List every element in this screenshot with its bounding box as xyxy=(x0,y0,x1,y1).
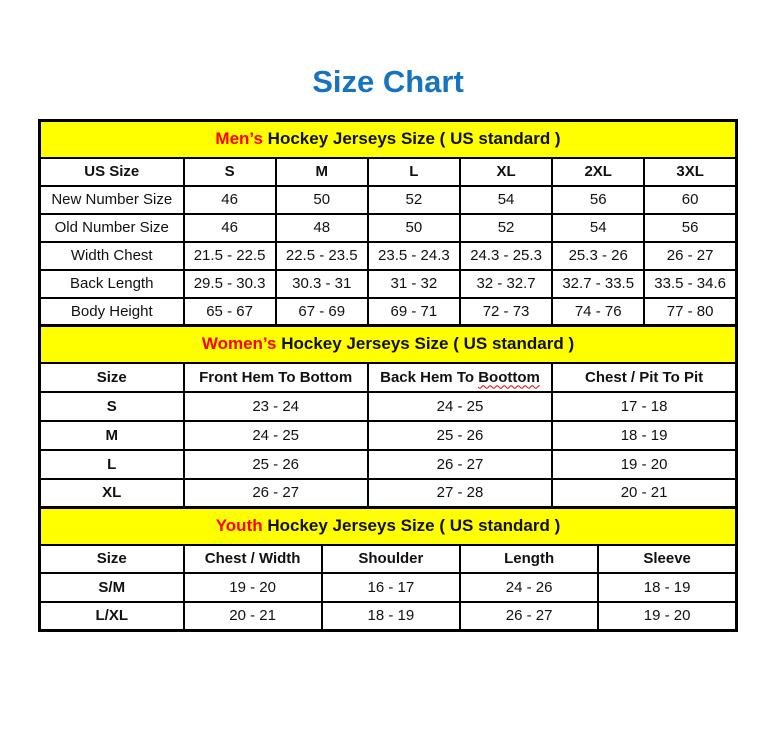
row-label: S/M xyxy=(40,573,184,602)
cell: 50 xyxy=(368,214,460,242)
cell: 29.5 - 30.3 xyxy=(184,270,276,298)
row-label: XL xyxy=(40,479,184,508)
column-header: L xyxy=(368,158,460,186)
column-header: US Size xyxy=(40,158,184,186)
column-header: XL xyxy=(460,158,552,186)
youth-section-band xyxy=(40,508,737,545)
cell: 21.5 - 22.5 xyxy=(184,242,276,270)
cell: 56 xyxy=(552,186,644,214)
cell: 30.3 - 31 xyxy=(276,270,368,298)
table-row xyxy=(40,214,737,242)
column-header xyxy=(368,363,552,392)
table-row xyxy=(40,186,737,214)
youth-band-title xyxy=(40,508,737,545)
cell: 54 xyxy=(552,214,644,242)
cell: 33.5 - 34.6 xyxy=(644,270,736,298)
row-label: S xyxy=(40,392,184,421)
mens-size-table xyxy=(38,119,738,327)
size-chart xyxy=(38,119,738,632)
cell: 26 - 27 xyxy=(644,242,736,270)
column-header: Chest / Width xyxy=(184,545,322,573)
row-label: Back Length xyxy=(40,270,184,298)
misspelled-word: Boottom xyxy=(478,368,540,386)
column-header: Chest / Pit To Pit xyxy=(552,363,736,392)
table-row xyxy=(40,298,737,326)
cell: 77 - 80 xyxy=(644,298,736,326)
womens-header-row xyxy=(40,363,737,392)
table-row xyxy=(40,392,737,421)
mens-section-band xyxy=(40,121,737,158)
cell: 74 - 76 xyxy=(552,298,644,326)
column-header: Length xyxy=(460,545,598,573)
womens-section-band xyxy=(40,326,737,363)
cell: 48 xyxy=(276,214,368,242)
cell: 25.3 - 26 xyxy=(552,242,644,270)
cell: 56 xyxy=(644,214,736,242)
row-label: L/XL xyxy=(40,602,184,631)
cell: 24.3 - 25.3 xyxy=(460,242,552,270)
column-header: 3XL xyxy=(644,158,736,186)
row-label: New Number Size xyxy=(40,186,184,214)
youth-header-row xyxy=(40,545,737,573)
womens-band-highlight: Women’s xyxy=(201,334,277,354)
cell: 18 - 19 xyxy=(322,602,460,631)
youth-band-highlight: Youth xyxy=(215,516,263,536)
cell: 46 xyxy=(184,214,276,242)
cell: 54 xyxy=(460,186,552,214)
womens-size-table xyxy=(38,324,738,509)
column-header: Front Hem To Bottom xyxy=(184,363,368,392)
cell: 24 - 26 xyxy=(460,573,598,602)
row-label: Old Number Size xyxy=(40,214,184,242)
cell: 31 - 32 xyxy=(368,270,460,298)
womens-band-title xyxy=(40,326,737,363)
table-row xyxy=(40,602,737,631)
cell: 27 - 28 xyxy=(368,479,552,508)
cell: 65 - 67 xyxy=(184,298,276,326)
table-row xyxy=(40,479,737,508)
cell: 16 - 17 xyxy=(322,573,460,602)
column-header: 2XL xyxy=(552,158,644,186)
cell: 52 xyxy=(368,186,460,214)
cell: 26 - 27 xyxy=(184,479,368,508)
cell: 60 xyxy=(644,186,736,214)
cell: 24 - 25 xyxy=(368,392,552,421)
cell: 19 - 20 xyxy=(598,602,736,631)
cell: 18 - 19 xyxy=(552,421,736,450)
column-header: Size xyxy=(40,545,184,573)
column-header: Size xyxy=(40,363,184,392)
table-row xyxy=(40,573,737,602)
table-row xyxy=(40,270,737,298)
cell: 24 - 25 xyxy=(184,421,368,450)
cell: 50 xyxy=(276,186,368,214)
cell: 19 - 20 xyxy=(552,450,736,479)
cell: 32 - 32.7 xyxy=(460,270,552,298)
cell: 32.7 - 33.5 xyxy=(552,270,644,298)
row-label: L xyxy=(40,450,184,479)
cell: 52 xyxy=(460,214,552,242)
womens-band-rest: Hockey Jerseys Size ( US standard ) xyxy=(276,334,575,354)
youth-band-rest: Hockey Jerseys Size ( US standard ) xyxy=(262,516,561,536)
cell: 23 - 24 xyxy=(184,392,368,421)
page-title: Size Chart xyxy=(312,64,464,99)
cell: 20 - 21 xyxy=(552,479,736,508)
column-header: M xyxy=(276,158,368,186)
cell: 26 - 27 xyxy=(368,450,552,479)
cell: 26 - 27 xyxy=(460,602,598,631)
table-row xyxy=(40,421,737,450)
cell: 20 - 21 xyxy=(184,602,322,631)
youth-size-table xyxy=(38,506,738,632)
mens-band-highlight: Men’s xyxy=(215,129,263,149)
cell: 19 - 20 xyxy=(184,573,322,602)
row-label: Width Chest xyxy=(40,242,184,270)
table-row xyxy=(40,242,737,270)
column-header: Shoulder xyxy=(322,545,460,573)
cell: 72 - 73 xyxy=(460,298,552,326)
column-header-text: Back Hem To xyxy=(380,368,479,386)
cell: 25 - 26 xyxy=(184,450,368,479)
mens-band-rest: Hockey Jerseys Size ( US standard ) xyxy=(262,129,561,149)
cell: 18 - 19 xyxy=(598,573,736,602)
row-label: M xyxy=(40,421,184,450)
cell: 69 - 71 xyxy=(368,298,460,326)
cell: 25 - 26 xyxy=(368,421,552,450)
cell: 23.5 - 24.3 xyxy=(368,242,460,270)
cell: 17 - 18 xyxy=(552,392,736,421)
table-row xyxy=(40,450,737,479)
column-header: Sleeve xyxy=(598,545,736,573)
cell: 22.5 - 23.5 xyxy=(276,242,368,270)
mens-band-title xyxy=(40,121,737,158)
row-label: Body Height xyxy=(40,298,184,326)
mens-header-row xyxy=(40,158,737,186)
cell: 46 xyxy=(184,186,276,214)
column-header: S xyxy=(184,158,276,186)
cell: 67 - 69 xyxy=(276,298,368,326)
